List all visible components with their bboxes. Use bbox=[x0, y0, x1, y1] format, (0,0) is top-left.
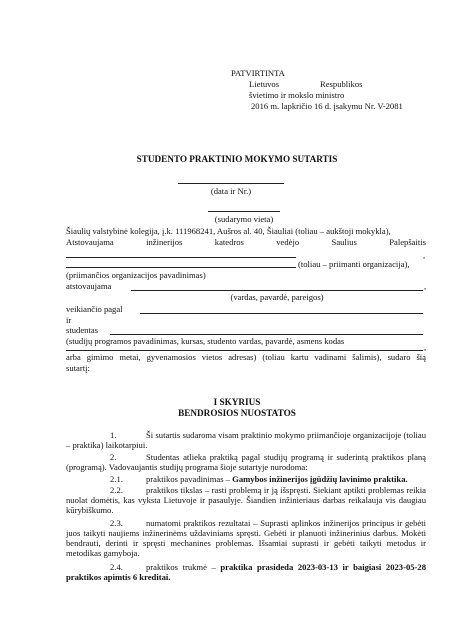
item-2-1-number: 2.1. bbox=[110, 474, 123, 484]
place-line bbox=[208, 211, 280, 212]
item-2-2-text: praktikos tikslas – rasti problemą ir ją išspręsti. Siekiant aptikti problemas reikia nuolat domėtis, kas vyksta Lietuvoje ir pasaulyje. Šiandien inžinieriaus darbas reikalauja vis daugiau kūrybiškumo. bbox=[66, 485, 426, 515]
item-2-1-text bbox=[146, 474, 408, 484]
paragraph-1-number: 1. bbox=[110, 430, 117, 440]
represented-label: atstovaujama bbox=[66, 281, 112, 291]
approval-line1-left: Lietuvos bbox=[249, 79, 280, 89]
party1-line2: Atstovaujama inžinerijos katedros vedėjo Saulius Palepšaitis bbox=[66, 237, 426, 247]
item-2-4-number: 2.4. bbox=[110, 562, 123, 572]
closing-line1: arba gimimo metai, gyvenamosios vietos adresas) (toliau kartu vadinami šalimis), sudaro šią bbox=[66, 352, 426, 362]
and-label: ir bbox=[66, 315, 72, 325]
item-2-4-bold: praktika prasideda 2023-03-13 ir baigiasi 2023-05-28 praktikos apimtis 6 kreditai. bbox=[66, 562, 426, 582]
item-2-2-number: 2.2. bbox=[110, 485, 123, 495]
approval-line1-right: Respublikos bbox=[320, 79, 363, 89]
represented-comma: , bbox=[424, 281, 427, 291]
paragraph-2-number: 2. bbox=[110, 452, 117, 462]
party2-suffix: (toliau – priimanti organizacija), bbox=[298, 259, 410, 269]
acting-line bbox=[140, 313, 423, 314]
place-caption: (sudarymo vieta) bbox=[214, 214, 274, 224]
party2-comma: , bbox=[423, 250, 426, 260]
party1-line1: Šiaulių valstybinė kolegija, į.k. 111968241, Aušros al. 40, Šiauliai (toliau – aukštoji mokykla), bbox=[66, 226, 391, 236]
section-name: BENDROSIOS NUOSTATOS bbox=[178, 408, 296, 418]
party2-line-top bbox=[66, 257, 296, 258]
party2-caption: (priimančios organizacijos pavadinimas) bbox=[66, 270, 206, 280]
student-line-2 bbox=[66, 350, 423, 351]
closing-line2: sutartį: bbox=[66, 363, 90, 373]
approval-title: PATVIRTINTA bbox=[231, 68, 285, 78]
date-line bbox=[178, 183, 284, 184]
approval-line2: švietimo ir mokslo ministro bbox=[249, 90, 345, 100]
item-2-1-lead: praktikos pavadinimas – bbox=[146, 474, 233, 484]
paragraph-2-text: Studentas atlieka praktiką pagal studijų programą ir suderintą praktikos planą (programą). Vadovaujantis studijų programa šioje sutartyje nurodoma: bbox=[66, 452, 426, 472]
item-2-4-lead: praktikos trukmė – bbox=[146, 562, 221, 572]
acting-label: veikiančio pagal bbox=[66, 304, 123, 314]
student-comma: , bbox=[424, 342, 427, 352]
student-line bbox=[110, 334, 423, 335]
date-caption: (data ir Nr.) bbox=[210, 186, 252, 196]
item-2-1-bold: Gamybos inžinerijos įgūdžių lavinimo praktika. bbox=[232, 474, 408, 484]
represented-line bbox=[131, 290, 423, 291]
item-2-3-text: numatomi praktikos rezultatai – Suprasti aplinkos inžinerijos principus ir gebėti juos taikyti naujiems inžinerinėms uždaviniams spręsti. Gebėti ir planuoti inžinerinius darbus. Mokėti bendrauti, derinti ir spręsti mechanines problemas. Išsamiai suprasti ir gebėti taikyti metodus ir metodikas gamyboja. bbox=[66, 518, 426, 558]
party2-line bbox=[66, 267, 296, 268]
represented-caption: (vardas, pavardė, pareigos) bbox=[230, 292, 324, 302]
item-2-4-text bbox=[66, 562, 426, 582]
document-title: STUDENTO PRAKTINIO MOKYMO SUTARTIS bbox=[136, 154, 338, 164]
student-label: studentas bbox=[66, 325, 98, 335]
student-caption: (studijų programos pavadinimas, kursas, studento vardas, pavardė, asmens kodas bbox=[66, 336, 345, 346]
item-2-3-number: 2.3. bbox=[110, 518, 123, 528]
paragraph-1-text: Ši sutartis sudaroma visam praktinio mokymo priimančioje organizacijoje (toliau – praktika) laikotarpiui. bbox=[66, 430, 426, 450]
section-number: I SKYRIUS bbox=[213, 397, 261, 407]
approval-line3: 2016 m. lapkričio 16 d. įsakymu Nr. V-2081 bbox=[251, 101, 403, 111]
